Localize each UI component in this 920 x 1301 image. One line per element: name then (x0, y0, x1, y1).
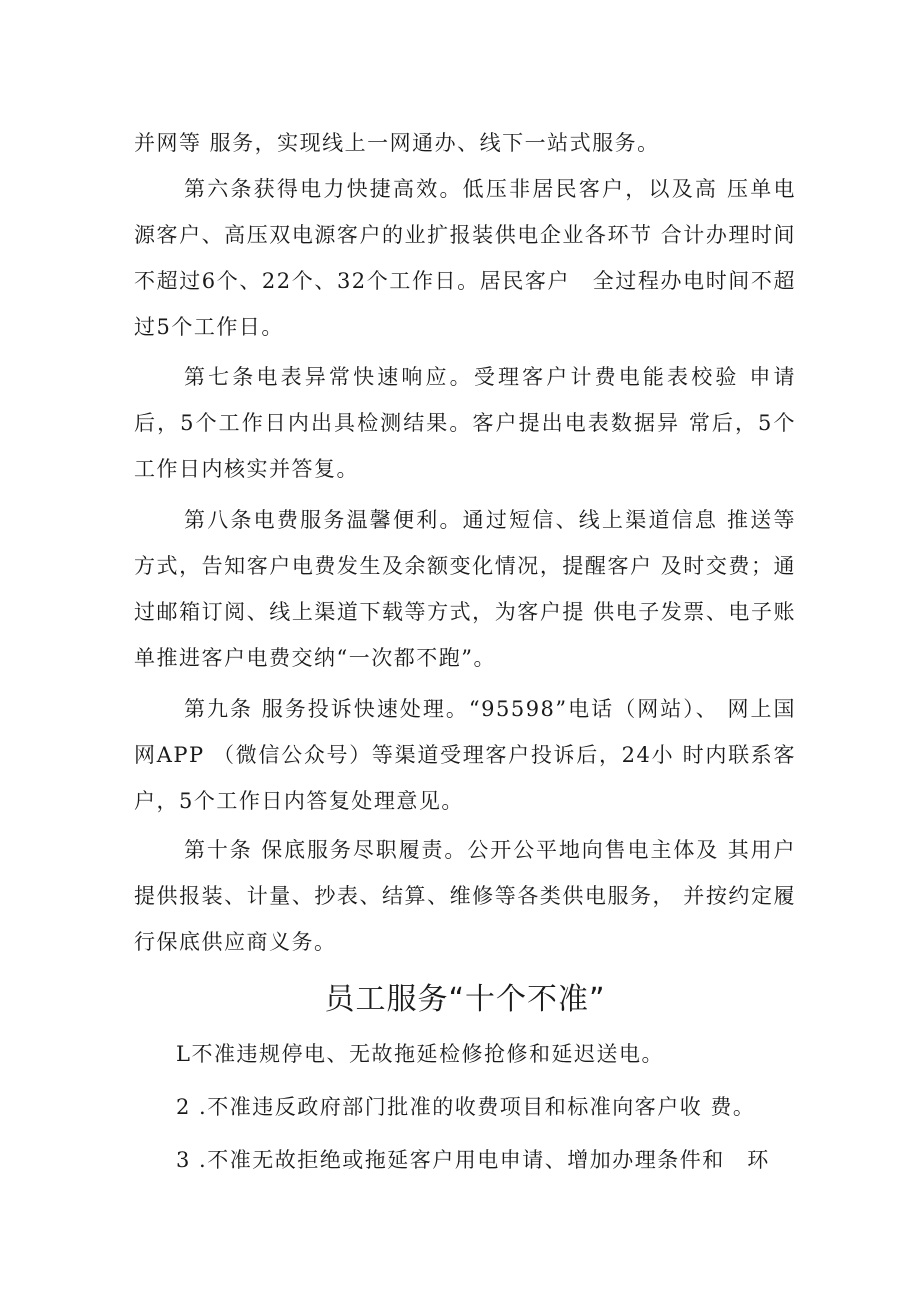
list-item: 2 .不准违反政府部门批准的收费项目和标准向客户收 费。 (176, 1095, 756, 1119)
list-item: L不准违规停电、无故拖延检修抢修和延迟送电。 (176, 1042, 664, 1066)
paragraph-continuation: 并网等 服务，实现线上一网通办、线下一站式服务。 (134, 131, 660, 155)
paragraph-article-9: 第九条 服务投诉快速处理。“95598”电话（网站）、 网上国网APP （微信公众号）等渠道受理客户投诉后，24小 时内联系客户，5个工作日内答复处理意见。 (134, 697, 796, 813)
paragraph-article-8: 第八条电费服务温馨便利。通过短信、线上渠道信息 推送等方式，告知客户电费发生及余额变化情况，提醒客户 及时交费；通过邮箱订阅、线上渠道下载等方式，为客户提 供电子发票、电子账单推进客户电费交纳“一次都不跑”。 (134, 508, 796, 670)
list-item: 3 .不准无故拒绝或拖延客户用电申请、增加办理条件和 环 (176, 1148, 770, 1172)
paragraph-article-10: 第十条 保底服务尽职履责。公开公平地向售电主体及 其用户提供报装、计量、抄表、结算、维修等各类供电服务， 并按约定履行保底供应商义务。 (134, 838, 796, 954)
section-heading: 员工服务“十个不准” (324, 982, 606, 1017)
paragraph-article-6: 第六条获得电力快捷高效。低压非居民客户，以及高 压单电源客户、高压双电源客户的业扩报装供电企业各环节 合计办理时间不超过6个、22个、32个工作日。居民客户 全过程办电时间不超过5个工作日。 (134, 177, 796, 339)
paragraph-article-7: 第七条电表异常快速响应。受理客户计费电能表校验 申请后，5个工作日内出具检测结果。客户提出电表数据异 常后，5个工作日内核实并答复。 (134, 365, 796, 481)
